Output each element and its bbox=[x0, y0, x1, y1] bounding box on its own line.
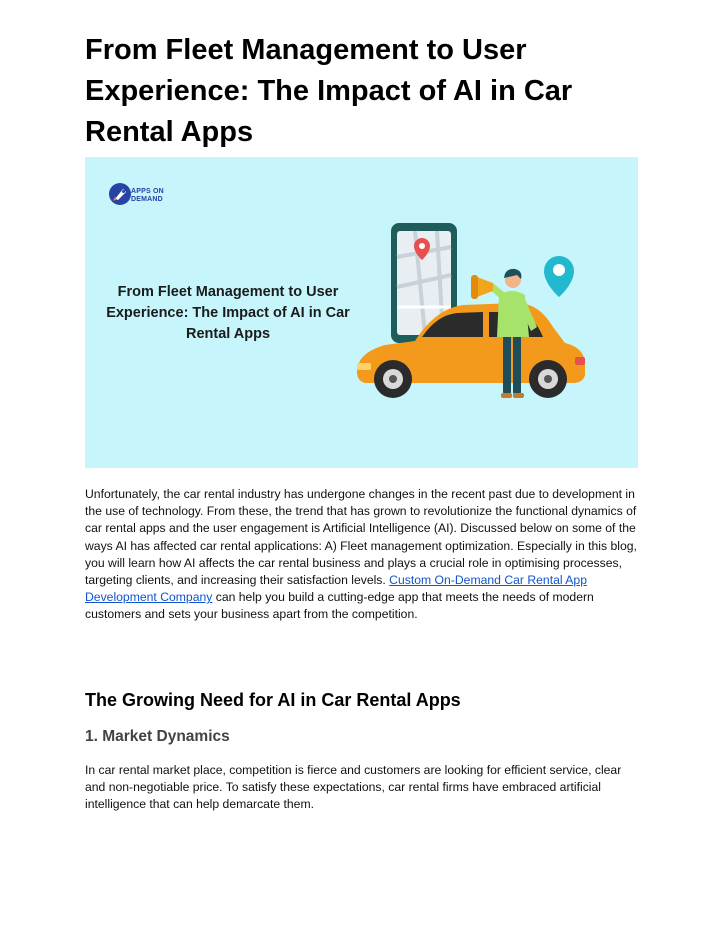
logo-line-2: DEMAND bbox=[131, 196, 163, 203]
location-pin-icon bbox=[544, 256, 574, 297]
intro-text-before-link: Unfortunately, the car rental industry has undergone changes in the recent past due to development in the use of technology. From these, the trend that has grown to revolutionize the functional dynamics of car rental apps and the user engagement is Artificial Intelligence (AI). Discussed below on some of the ways AI has affected car rental applications: A) Fleet management optimization. Especially in this blog, you will learn how AI affects the car rental business and plays a crucial role in optimising processes, targeting clients, and increasing their satisfaction levels. bbox=[85, 487, 637, 588]
intro-paragraph bbox=[85, 486, 638, 624]
hero-headline: From Fleet Management to User Experience: The Impact of AI in Car Rental Apps bbox=[106, 284, 350, 342]
page-title: From Fleet Management to User Experience: The Impact of AI in Car Rental Apps bbox=[85, 34, 573, 148]
intro-text-after-link: can help you build a cutting-edge app that meets the needs of modern customers and sets your business apart from the competition. bbox=[85, 590, 594, 622]
rocket-logo-icon bbox=[109, 183, 131, 205]
logo-line-1: APPS ON bbox=[131, 188, 164, 195]
brand-logo bbox=[131, 188, 164, 204]
section-heading: The Growing Need for AI in Car Rental Apps bbox=[85, 690, 461, 710]
market-dynamics-paragraph: In car rental market place, competition is fierce and customers are looking for efficient service, clear and non-negotiable price. To satisfy these expectations, car rental firms have embraced artificial intelligence that can help demarcate them. bbox=[85, 763, 622, 812]
hero-image bbox=[85, 157, 638, 468]
company-link[interactable]: Custom On-Demand Car Rental App Development Company bbox=[85, 573, 587, 605]
subsection-heading: 1. Market Dynamics bbox=[85, 728, 230, 745]
